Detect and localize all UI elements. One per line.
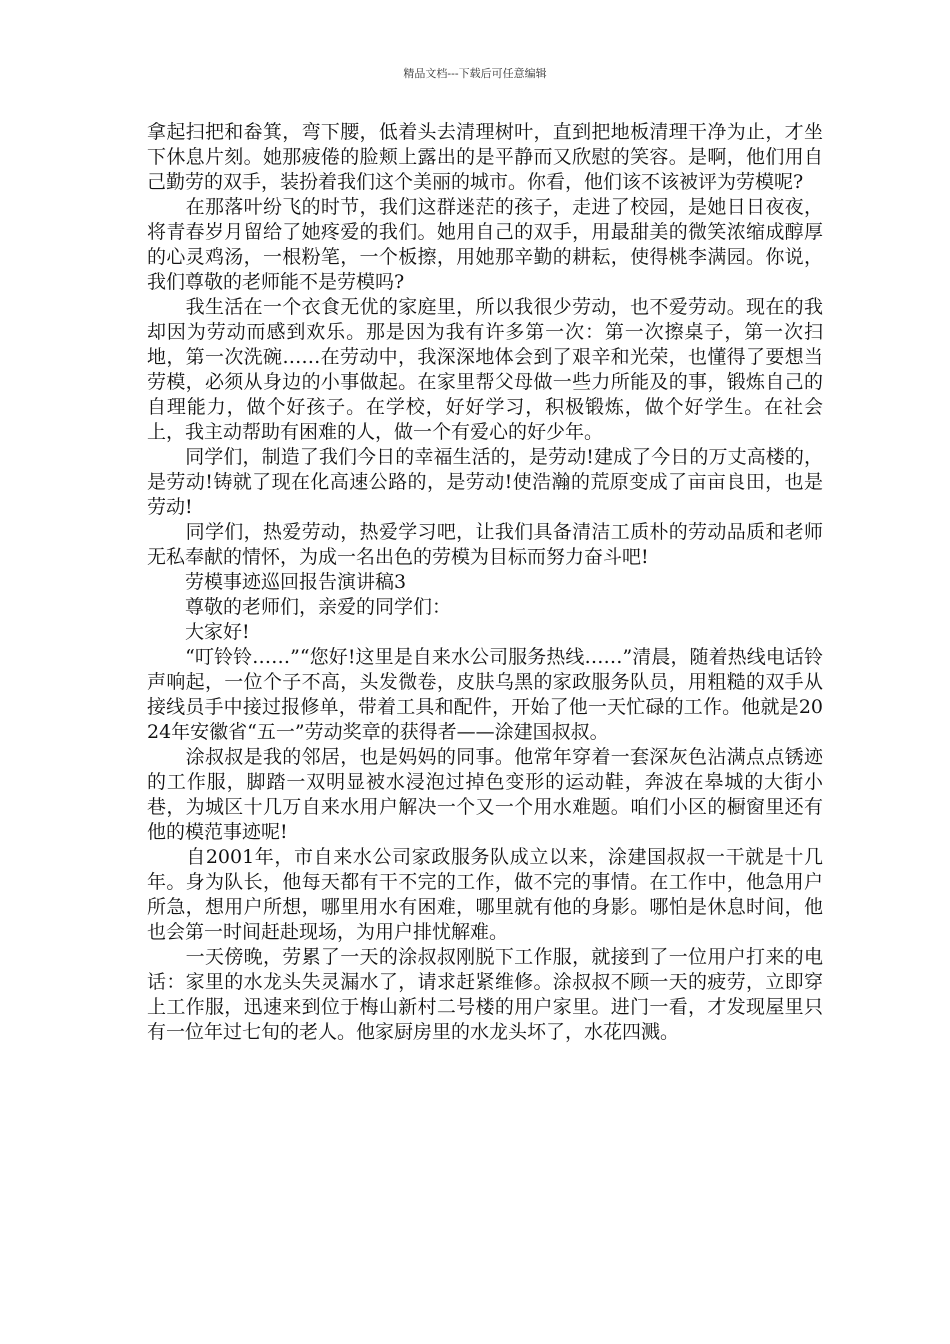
document-body bbox=[147, 120, 823, 1045]
paragraph: 一天傍晚，劳累了一天的涂叔叔刚脱下工作服，就接到了一位用户打来的电话：家里的水龙头失灵漏水了，请求赶紧维修。涂叔叔不顾一天的疲劳，立即穿上工作服，迅速来到位于梅山新村二号楼的用户家里。进门一看，才发现屋里只有一位年过七旬的老人。他家厨房里的水龙头坏了，水花四溅。 bbox=[147, 946, 823, 1043]
paragraph: 我生活在一个衣食无优的家庭里，所以我很少劳动，也不爱劳动。现在的我却因为劳动而感到欢乐。那是因为我有许多第一次：第一次擦桌子，第一次扫地，第一次洗碗……在劳动中，我深深地体会到了艰辛和光荣，也懂得了要想当劳模，必须从身边的小事做起。在家里帮父母做一些力所能及的事，锻炼自己的自理能力，做个好孩子。在学校，好好学习，积极锻炼，做个好学生。在社会上，我主动帮助有困难的人，做一个有爱心的好少年。 bbox=[147, 296, 823, 443]
salutation: 尊敬的老师们，亲爱的同学们： bbox=[147, 596, 452, 618]
paragraph: 涂叔叔是我的邻居，也是妈妈的同事。他常年穿着一套深灰色沾满点点锈迹的工作服，脚踏一双明显被水浸泡过掉色变形的运动鞋，奔波在皋城的大街小巷，为城区十几万自来水用户解决一个又一个用水难题。咱们小区的橱窗里还有他的模范事迹呢! bbox=[147, 746, 823, 843]
greeting: 大家好! bbox=[147, 621, 250, 643]
page-header: 精品文档---下载后可任意编辑 bbox=[403, 67, 547, 80]
paragraph: 同学们，热爱劳动，热爱学习吧，让我们具备清洁工质朴的劳动品质和老师无私奉献的情怀，为成一名出色的劳模为目标而努力奋斗吧! bbox=[147, 521, 823, 568]
paragraph: “叮铃铃……”“您好!这里是自来水公司服务热线……”清晨，随着热线电话铃声响起，一位个子不高，头发微卷，皮肤乌黑的家政服务队员，用粗糙的双手从接线员手中接过报修单，带着工具和配件，开始了他一天忙碌的工作。他就是2024年安徽省“五一”劳动奖章的获得者——涂建国叔叔。 bbox=[147, 646, 823, 743]
paragraph: 自2001年，市自来水公司家政服务队成立以来，涂建国叔叔一干就是十几年。身为队长，他每天都有干不完的工作，做不完的事情。在工作中，他急用户所急，想用户所想，哪里用水有困难，哪里就有他的身影。哪怕是休息时间，他也会第一时间赶赴现场，为用户排忧解难。 bbox=[147, 846, 823, 943]
paragraph: 同学们，制造了我们今日的幸福生活的，是劳动!建成了今日的万丈高楼的，是劳动!铸就了现在化高速公路的，是劳动!使浩瀚的荒原变成了亩亩良田，也是劳动! bbox=[147, 446, 823, 518]
section-heading: 劳模事迹巡回报告演讲稿3 bbox=[147, 571, 407, 593]
paragraph: 在那落叶纷飞的时节，我们这群迷茫的孩子，走进了校园，是她日日夜夜，将青春岁月留给了她疼爱的我们。她用自己的双手，用最甜美的微笑浓缩成醇厚的心灵鸡汤，一根粉笔，一个板擦，用她那辛勤的耕耘，使得桃李满园。你说，我们尊敬的老师能不是劳模吗? bbox=[147, 196, 823, 293]
paragraph: 拿起扫把和畚箕，弯下腰，低着头去清理树叶，直到把地板清理干净为止，才坐下休息片刻。她那疲倦的脸颊上露出的是平静而又欣慰的笑容。是啊，他们用自己勤劳的双手，装扮着我们这个美丽的城市。你看，他们该不该被评为劳模呢? bbox=[147, 121, 823, 193]
